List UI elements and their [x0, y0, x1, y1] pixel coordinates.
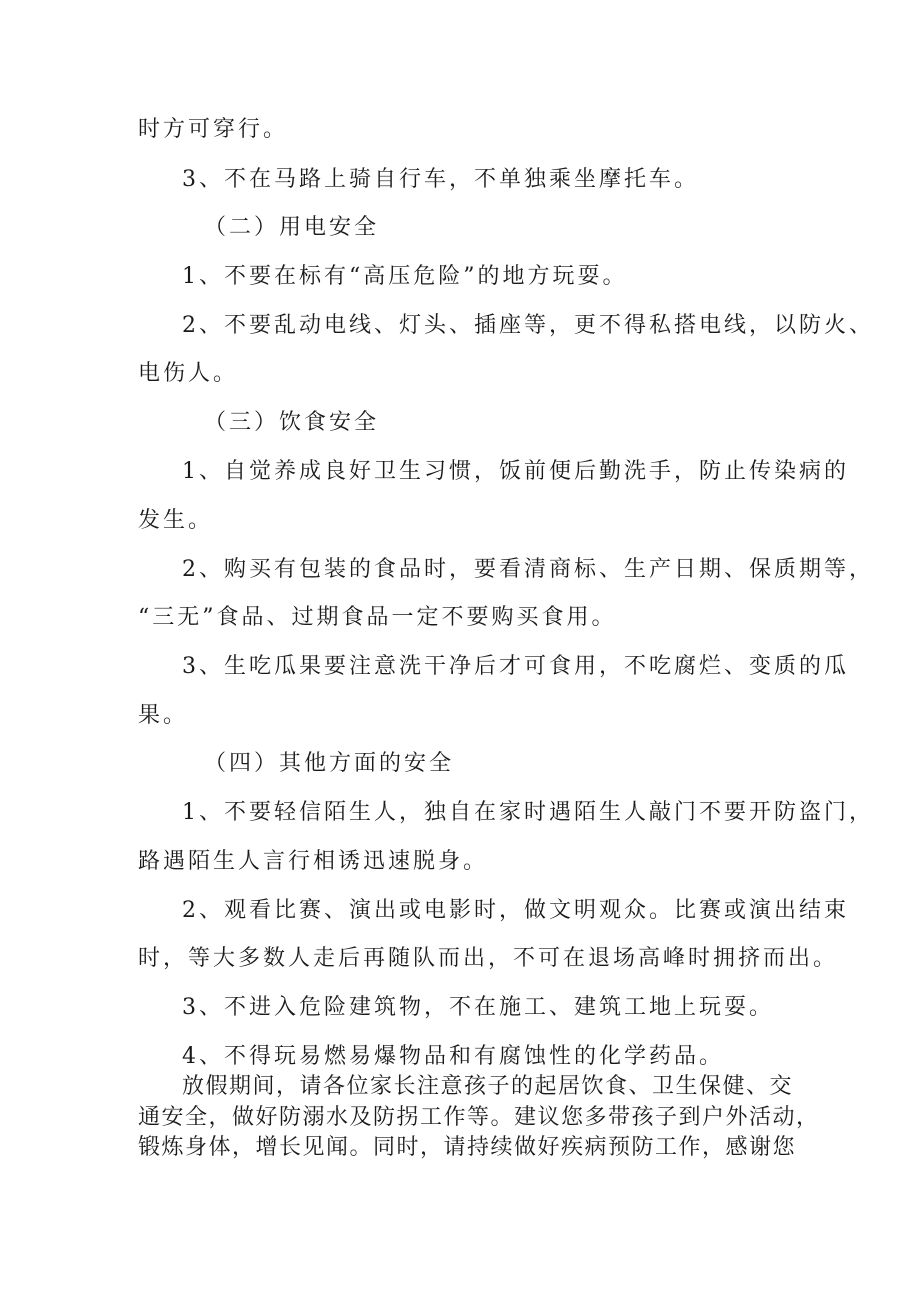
list-item-audience: 2、观看比赛、演出或电影时，做文明观众。比赛或演出结束: [182, 898, 849, 923]
section-heading-electric-safety: （二）用电安全: [204, 215, 380, 240]
list-item-chemicals: 4、不得玩易燃易爆物品和有腐蚀性的化学药品。: [182, 1044, 724, 1069]
list-item-fruit: 3、生吃瓜果要注意洗干净后才可食用，不吃腐烂、变质的瓜: [182, 654, 849, 679]
list-item-buildings: 3、不进入危险建筑物，不在施工、建筑工地上玩耍。: [182, 995, 774, 1020]
text-line-continuation: 路遇陌生人言行相诱迅速脱身。: [138, 849, 489, 874]
list-item-hygiene: 1、自觉养成良好卫生习惯，饭前便后勤洗手，防止传染病的: [182, 459, 849, 484]
section-heading-food-safety: （三）饮食安全: [204, 410, 380, 435]
list-item-packaged-food: 2、购买有包装的食品时，要看清商标、生产日期、保质期等，: [182, 557, 874, 582]
list-item-walk-bike: 3、不在马路上骑自行车，不单独乘坐摩托车。: [182, 167, 699, 192]
text-line-continuation: 时方可穿行。: [138, 117, 289, 142]
section-heading-other-safety: （四）其他方面的安全: [204, 751, 455, 776]
list-item-high-voltage: 1、不要在标有“高压危险”的地方玩耍。: [182, 264, 628, 289]
list-item-strangers: 1、不要轻信陌生人，独自在家时遇陌生人敲门不要开防盗门，: [182, 800, 874, 825]
text-line-continuation: 发生。: [138, 508, 214, 533]
closing-paragraph-line: 锻炼身体，增长见闻。同时，请持续做好疾病预防工作，感谢您: [138, 1135, 797, 1160]
closing-paragraph-line: 通安全，做好防溺水及防拐工作等。建议您多带孩子到户外活动，: [138, 1105, 820, 1130]
list-item-wires: 2、不要乱动电线、灯头、插座等，更不得私搭电线，以防火、: [182, 313, 874, 338]
text-line-continuation: 时，等大多数人走后再随队而出，不可在退场高峰时拥挤而出。: [138, 946, 839, 971]
text-line-continuation: “三无”食品、过期食品一定不要购买食用。: [138, 605, 617, 630]
text-line-continuation: 果。: [138, 703, 189, 728]
closing-paragraph-line: 放假期间，请各位家长注意孩子的起居饮食、卫生保健、交: [182, 1074, 794, 1099]
text-line-continuation: 电伤人。: [138, 361, 239, 386]
